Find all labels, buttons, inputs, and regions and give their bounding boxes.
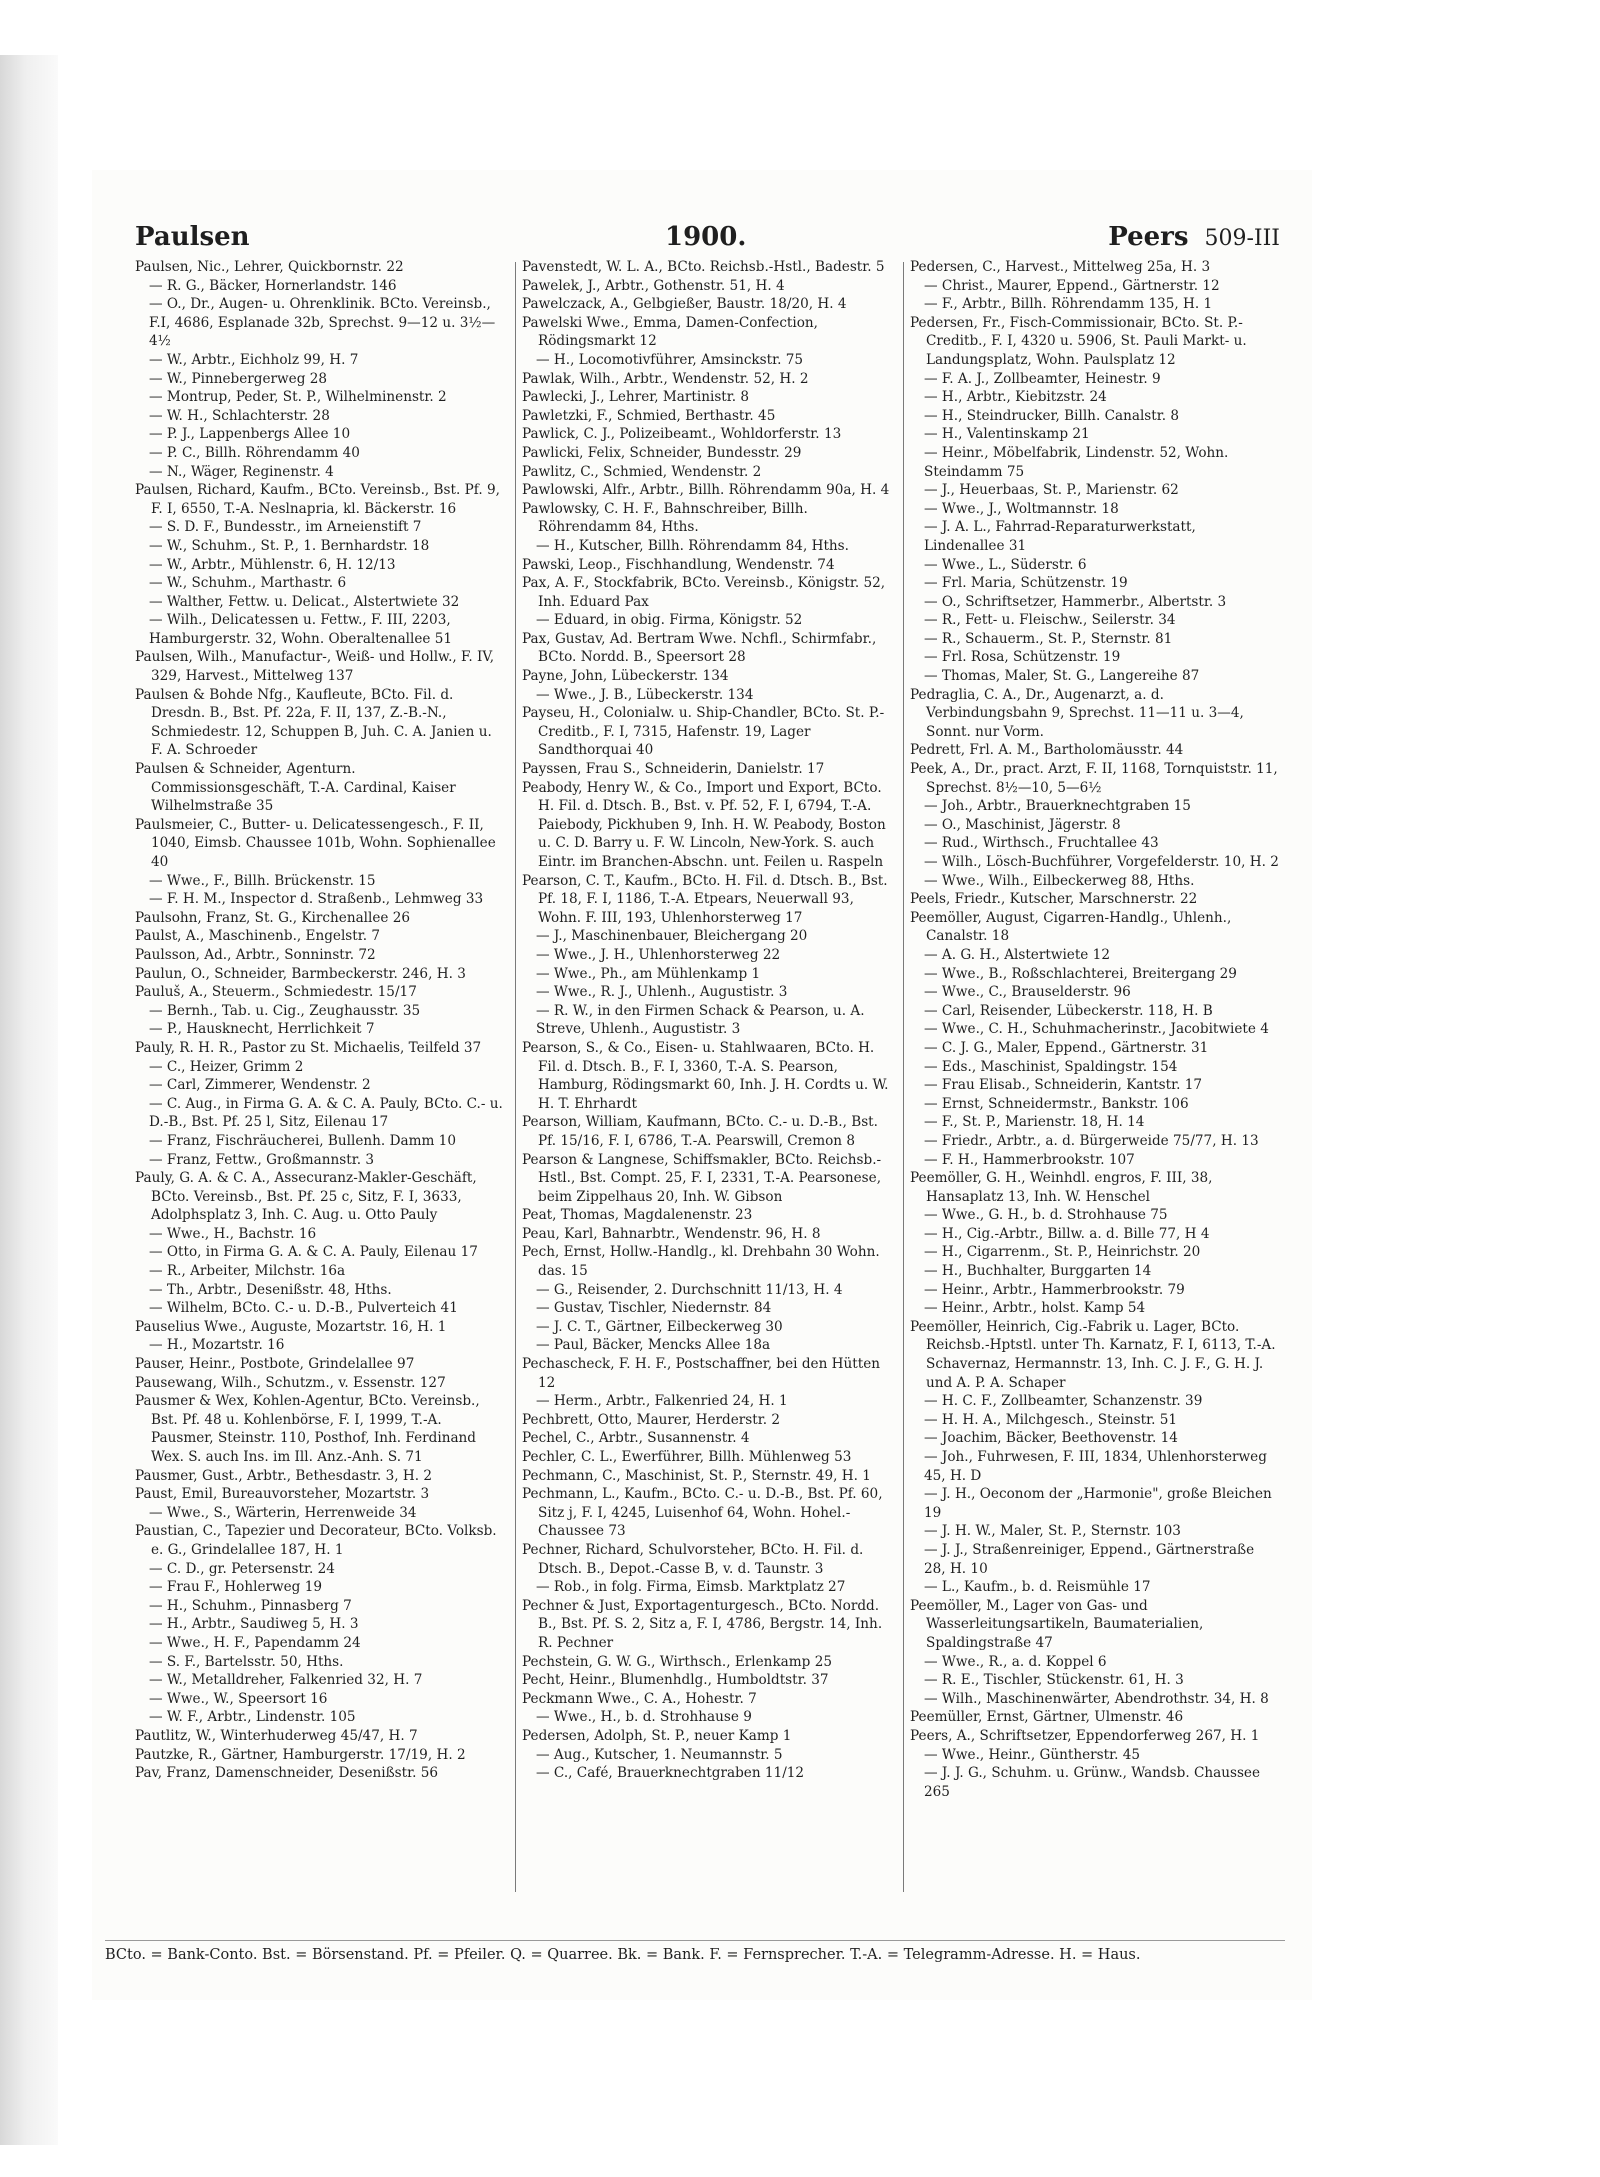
directory-entry: Pawlitz, C., Schmied, Wendenstr. 2 (522, 463, 762, 480)
directory-entry: — Wwe., B., Roßschlachterei, Breitergang 29 (924, 965, 1237, 982)
directory-entry: — W., Arbtr., Mühlenstr. 6, H. 12/13 (149, 556, 396, 573)
directory-entry: Pax, Gustav, Ad. Bertram Wwe. Nchfl., Schirmfabr., BCto. Nordd. B., Speersort 28 (522, 630, 877, 666)
directory-entry: — H., Locomotivführer, Amsinckstr. 75 (536, 351, 804, 368)
directory-entry: — Christ., Maurer, Eppend., Gärtnerstr. 12 (924, 277, 1220, 294)
header-right-word: Peers (1108, 222, 1189, 252)
directory-entry: Peels, Friedr., Kutscher, Marschnerstr. 22 (910, 891, 1198, 908)
directory-entry: Paustian, C., Tapezier und Decorateur, BCto. Volksb. e. G., Grindelallee 187, H. 1 (135, 1523, 497, 1558)
directory-entry: Pawlak, Wilh., Arbtr., Wendenstr. 52, H. 2 (522, 370, 809, 387)
directory-entry: Pearson, S., & Co., Eisen- u. Stahlwaaren, BCto. H. Fil. d. Dtsch. B., F. I, 3360, T.-A. S. Pearson, Hamburg, Rödingsmarkt 60, Inh. J. H. Cordts u. W. H. T. Ehrhardt (522, 1039, 889, 1112)
directory-entry: Paulsmeier, C., Butter- u. Delicatessengesch., F. II, 1040, Eimsb. Chaussee 101b, Wohn. Sophienallee 40 (135, 816, 496, 870)
directory-entry: — Frl. Rosa, Schützenstr. 19 (924, 649, 1121, 666)
directory-entry: — H., Arbtr., Kiebitzstr. 24 (924, 389, 1107, 406)
directory-entry: Pecht, Heinr., Blumenhdlg., Humboldtstr. 37 (522, 1672, 829, 1689)
directory-entry: — W., Schuhm., Marthastr. 6 (149, 575, 347, 592)
directory-entry: — W., Schuhm., St. P., 1. Bernhardstr. 18 (149, 537, 430, 554)
directory-entry: Paulsen & Schneider, Agenturn. Commissionsgeschäft, T.-A. Cardinal, Kaiser Wilhelmstraße 35 (135, 761, 456, 815)
directory-entry: — P., Hausknecht, Herrlichkeit 7 (149, 1021, 375, 1038)
directory-entry: — Ernst, Schneidermstr., Bankstr. 106 (924, 1095, 1189, 1112)
directory-entry: Paulsen, Wilh., Manufactur-, Weiß- und Hollw., F. IV, 329, Harvest., Mittelweg 137 (135, 649, 495, 685)
directory-entry: — Bernh., Tab. u. Cig., Zeughausstr. 35 (149, 1002, 421, 1019)
directory-column-3 (910, 258, 1280, 1898)
directory-entry: — R. W., in den Firmen Schack & Pearson, u. A. Streve, Uhlenh., Augustistr. 3 (536, 1002, 865, 1038)
directory-entry: — S. F., Bartelsstr. 50, Hths. (149, 1653, 344, 1670)
directory-entry: — J. J. G., Schuhm. u. Grünw., Wandsb. Chaussee 265 (924, 1765, 1261, 1800)
directory-entry: — H., Kutscher, Billh. Röhrendamm 84, Hths. (536, 537, 849, 554)
directory-entry: Pawlick, C. J., Polizeibeamt., Wohldorferstr. 13 (522, 426, 842, 443)
directory-entry: Pauluš, A., Steuerm., Schmiedestr. 15/17 (135, 984, 417, 1001)
directory-entry: Peau, Karl, Bahnarbtr., Wendenstr. 96, H. 8 (522, 1225, 821, 1242)
directory-entry: — H., Schuhm., Pinnasberg 7 (149, 1597, 352, 1614)
directory-column-1 (135, 258, 505, 1898)
directory-entry: Pawlowsky, C. H. F., Bahnschreiber, Billh. Röhrendamm 84, Hths. (522, 500, 808, 536)
directory-entry: — J. H. W., Maler, St. P., Sternstr. 103 (924, 1523, 1181, 1540)
directory-entry: Pechstein, G. W. G., Wirthsch., Erlenkamp 25 (522, 1653, 832, 1670)
directory-entry: — Wilhelm, BCto. C.- u. D.-B., Pulverteich 41 (149, 1300, 458, 1317)
header-year: 1900. (665, 222, 747, 252)
directory-entry: — C. J. G., Maler, Eppend., Gärtnerstr. 31 (924, 1039, 1209, 1056)
directory-entry: — Herm., Arbtr., Falkenried 24, H. 1 (536, 1393, 788, 1410)
directory-entry: Pechmann, C., Maschinist, St. P., Sternstr. 49, H. 1 (522, 1467, 871, 1484)
directory-entry: — Franz, Fettw., Großmannstr. 3 (149, 1151, 375, 1168)
directory-entry: Pedersen, C., Harvest., Mittelweg 25a, H. 3 (910, 259, 1211, 275)
directory-entry: — Wwe., C. H., Schuhmacherinstr., Jacobitwiete 4 (924, 1021, 1269, 1038)
directory-entry: — Wwe., R., a. d. Koppel 6 (924, 1653, 1107, 1670)
directory-entry: Paulsson, Ad., Arbtr., Sonninstr. 72 (135, 946, 376, 963)
directory-entry: — C., Café, Brauerknechtgraben 11/12 (536, 1765, 805, 1782)
column-rule (903, 262, 904, 1892)
abbreviation-legend: BCto. = Bank-Conto. Bst. = Börsenstand. Pf. = Pfeiler. Q. = Quarree. Bk. = Bank. F. = Fernsprecher. T.-A. = Telegramm-Adresse. H. = Haus. (105, 1940, 1285, 1963)
directory-entry: — C. Aug., in Firma G. A. & C. A. Pauly, BCto. C.- u. D.-B., Bst. Pf. 25 l, Sitz, Eilenau 17 (149, 1095, 503, 1131)
header-left-word: Paulsen (135, 222, 250, 252)
directory-entry: Pechner, Richard, Schulvorsteher, BCto. H. Fil. d. Dtsch. B., Depot.-Casse B, v. d. Taunstr. 3 (522, 1541, 864, 1577)
directory-entry: Pautlitz, W., Winterhuderweg 45/47, H. 7 (135, 1727, 418, 1744)
directory-entry: — C., Heizer, Grimm 2 (149, 1058, 304, 1075)
directory-entry: — Wwe., G. H., b. d. Strohhause 75 (924, 1207, 1168, 1224)
directory-entry: — Wwe., W., Speersort 16 (149, 1690, 328, 1707)
directory-entry: — H. H. A., Milchgesch., Steinstr. 51 (924, 1411, 1178, 1428)
directory-entry: — Wwe., Heinr., Güntherstr. 45 (924, 1746, 1141, 1763)
directory-entry: — F., Arbtr., Billh. Röhrendamm 135, H. 1 (924, 296, 1213, 313)
directory-entry: — Joh., Fuhrwesen, F. III, 1834, Uhlenhorsterweg 45, H. D (924, 1449, 1267, 1484)
directory-entry: — Th., Arbtr., Desenißstr. 48, Hths. (149, 1281, 392, 1298)
directory-entry: — Montrup, Peder, St. P., Wilhelminenstr. 2 (149, 389, 447, 406)
directory-entry: Peemöller, M., Lager von Gas- und Wasserleitungsartikeln, Baumaterialien, Spaldingstraße 47 (910, 1597, 1204, 1651)
directory-entry: — W., Metalldreher, Falkenried 32, H. 7 (149, 1672, 423, 1689)
directory-entry: Payne, John, Lübeckerstr. 134 (522, 668, 729, 685)
directory-entry: — Friedr., Arbtr., a. d. Bürgerweide 75/77, H. 13 (924, 1132, 1259, 1149)
directory-entry: Pausmer & Wex, Kohlen-Agentur, BCto. Vereinsb., Bst. Pf. 48 u. Kohlenbörse, F. I, 1999, T.-A. Pausmer, Steinstr. 110, Posthof, Inh. Ferdinand Wex. S. auch Ins. im Ill. Anz.-Anh. S. 71 (135, 1393, 480, 1465)
directory-entry: — J. J., Straßenreiniger, Eppend., Gärtnerstraße 28, H. 10 (924, 1541, 1255, 1577)
directory-entry: Peers, A., Schriftsetzer, Eppendorferweg 267, H. 1 (910, 1727, 1260, 1744)
directory-entry: — H., Buchhalter, Burggarten 14 (924, 1263, 1152, 1280)
directory-entry: Peemöller, August, Cigarren-Handlg., Uhlenh., Canalstr. 18 (910, 909, 1232, 945)
directory-entry: — Wilh., Delicatessen u. Fettw., F. III, 2203, Hamburgerstr. 32, Wohn. Oberaltenallee 51 (149, 612, 453, 647)
directory-entry: — Frau Elisab., Schneiderin, Kantstr. 17 (924, 1077, 1203, 1094)
directory-entry: Peemöller, G. H., Weinhdl. engros, F. III, 38, Hansaplatz 13, Inh. W. Henschel (910, 1170, 1213, 1205)
directory-entry: Paulsohn, Franz, St. G., Kirchenallee 26 (135, 909, 411, 926)
directory-entry: Payseu, H., Colonialw. u. Ship-Chandler, BCto. St. P.-Creditb., F. I, 7315, Hafenstr. 19, Lager Sandthorquai 40 (522, 705, 885, 759)
directory-entry: — J., Heuerbaas, St. P., Marienstr. 62 (924, 482, 1179, 499)
directory-column-2 (522, 258, 892, 1898)
directory-entry: — Wwe., H., Bachstr. 16 (149, 1225, 317, 1242)
page-number: 509-III (1204, 226, 1280, 251)
directory-entry: Pawlicki, Felix, Schneider, Bundesstr. 29 (522, 444, 802, 461)
directory-entry: — Wilh., Maschinenwärter, Abendrothstr. 34, H. 8 (924, 1690, 1269, 1707)
directory-entry: Paulsen & Bohde Nfg., Kaufleute, BCto. Fil. d. Dresdn. B., Bst. Pf. 22a, F. II, 137, Z.-B.-N., Schmiedestr. 12, Schuppen B, Juh. C. A. Janien u. F. A. Schroeder (135, 686, 492, 759)
directory-entry: — Carl, Reisender, Lübeckerstr. 118, H. B (924, 1002, 1213, 1019)
column-rule (515, 262, 516, 1892)
directory-entry: — H., Cigarrenm., St. P., Heinrichstr. 20 (924, 1244, 1201, 1261)
directory-entry: — P. J., Lappenbergs Allee 10 (149, 426, 351, 443)
directory-entry: — Eduard, in obig. Firma, Königstr. 52 (536, 612, 803, 629)
directory-entry: — Paul, Bäcker, Mencks Allee 18a (536, 1337, 771, 1354)
directory-entry: — H., Valentinskamp 21 (924, 426, 1090, 443)
directory-entry: Pavenstedt, W. L. A., BCto. Reichsb.-Hstl., Badestr. 5 (522, 259, 885, 275)
directory-entry: Pawelski Wwe., Emma, Damen-Confection, Rödingsmarkt 12 (522, 314, 819, 350)
directory-entry: Pauly, R. H. R., Pastor zu St. Michaelis, Teilfeld 37 (135, 1039, 482, 1056)
directory-entry: Pearson & Langnese, Schiffsmakler, BCto. Reichsb.-Hstl., Bst. Compt. 25, F. I, 2331, T.-A. Pearsonese, beim Zippelhaus 20, Inh. W. Gibson (522, 1151, 882, 1205)
directory-entry: Pedraglia, C. A., Dr., Augenarzt, a. d. Verbindungsbahn 9, Sprechst. 11—11 u. 3—4, Sonnt. nur Vorm. (910, 686, 1244, 740)
directory-entry: Pawlecki, J., Lehrer, Martinistr. 8 (522, 389, 750, 406)
directory-entry: — F. A. J., Zollbeamter, Heinestr. 9 (924, 370, 1161, 387)
directory-entry: — R. E., Tischler, Stückenstr. 61, H. 3 (924, 1672, 1184, 1689)
directory-entry: — C. D., gr. Petersenstr. 24 (149, 1560, 335, 1577)
directory-entry: — H. C. F., Zollbeamter, Schanzenstr. 39 (924, 1393, 1203, 1410)
directory-entry: Peek, A., Dr., pract. Arzt, F. II, 1168, Tornquiststr. 11, Sprechst. 8½—10, 5—6½ (910, 761, 1278, 796)
directory-entry: — H., Mozartstr. 16 (149, 1337, 285, 1354)
directory-entry: — F., St. P., Marienstr. 18, H. 14 (924, 1114, 1145, 1131)
directory-entry: Payssen, Frau S., Schneiderin, Danielstr. 17 (522, 761, 825, 778)
directory-entry: Pechner & Just, Exportagenturgesch., BCto. Nordd. B., Bst. Pf. S. 2, Sitz a, F. I, 4786, Bergstr. 14, Inh. R. Pechner (522, 1597, 883, 1651)
header-right (1108, 222, 1280, 252)
directory-entry: Pausmer, Gust., Arbtr., Bethesdastr. 3, H. 2 (135, 1467, 433, 1484)
directory-entry: — Heinr., Arbtr., holst. Kamp 54 (924, 1300, 1146, 1317)
directory-entry: Pechel, C., Arbtr., Susannenstr. 4 (522, 1430, 750, 1447)
directory-entry: — Wwe., J. H., Uhlenhorsterweg 22 (536, 946, 781, 963)
directory-entry: Pechascheck, F. H. F., Postschaffner, bei den Hütten 12 (522, 1356, 881, 1391)
directory-entry: — J. A. L., Fahrrad-Reparaturwerkstatt, Lindenallee 31 (924, 519, 1196, 554)
directory-entry: — R., Schauerm., St. P., Sternstr. 81 (924, 630, 1173, 647)
directory-entry: Pedersen, Fr., Fisch-Commissionair, BCto. St. P.-Creditb., F. I, 4320 u. 5906, St. Pauli Markt- u. Landungsplatz, Wohn. Paulsplatz 12 (910, 314, 1247, 368)
directory-entry: Pauselius Wwe., Auguste, Mozartstr. 16, H. 1 (135, 1318, 447, 1335)
directory-entry: — Wwe., S., Wärterin, Herrenweide 34 (149, 1504, 417, 1521)
directory-entry: — Wwe., H., b. d. Strohhause 9 (536, 1709, 752, 1726)
directory-entry: Paulsen, Nic., Lehrer, Quickbornstr. 22 (135, 259, 404, 275)
directory-entry: — Rud., Wirthsch., Fruchtallee 43 (924, 835, 1159, 852)
directory-entry: — W. F., Arbtr., Lindenstr. 105 (149, 1709, 356, 1726)
directory-entry: Pechler, C. L., Ewerführer, Billh. Mühlenweg 53 (522, 1449, 852, 1465)
directory-entry: — Frl. Maria, Schützenstr. 19 (924, 575, 1128, 592)
directory-entry: — W., Pinnebergerweg 28 (149, 370, 328, 387)
directory-entry: — Wwe., J. B., Lübeckerstr. 134 (536, 686, 754, 703)
directory-entry: — Thomas, Maler, St. G., Langereihe 87 (924, 668, 1200, 685)
directory-entry: — Eds., Maschinist, Spaldingstr. 154 (924, 1058, 1178, 1075)
directory-entry: Peemöller, Heinrich, Cig.-Fabrik u. Lager, BCto. Reichsb.-Hptstl. unter Th. Karnatz, F. I, 6113, T.-A. Schavernaz, Hermannstr. 13, Inh. C. J. F., G. H. J. und A. P. A. Schaper (910, 1318, 1276, 1391)
directory-entry: Paulst, A., Maschinenb., Engelstr. 7 (135, 928, 381, 945)
directory-entry: — O., Dr., Augen- u. Ohrenklinik. BCto. Vereinsb., F.I, 4686, Esplanade 32b, Sprechst. 9—12 u. 3½—4½ (149, 296, 496, 350)
directory-entry: Pech, Ernst, Hollw.-Handlg., kl. Drehbahn 30 Wohn. das. 15 (522, 1244, 880, 1280)
directory-entry: Pawletzki, F., Schmied, Berthastr. 45 (522, 407, 776, 424)
directory-entry: Paust, Emil, Bureauvorsteher, Mozartstr. 3 (135, 1486, 430, 1503)
directory-entry: Pedrett, Frl. A. M., Bartholomäusstr. 44 (910, 742, 1184, 759)
directory-entry: — Carl, Zimmerer, Wendenstr. 2 (149, 1077, 371, 1094)
directory-entry: — Gustav, Tischler, Niedernstr. 84 (536, 1300, 772, 1317)
directory-entry: Peemüller, Ernst, Gärtner, Ulmenstr. 46 (910, 1709, 1184, 1726)
directory-entry: — Wwe., F., Billh. Brückenstr. 15 (149, 872, 376, 889)
directory-entry: Pautzke, R., Gärtner, Hamburgerstr. 17/19, H. 2 (135, 1746, 466, 1763)
directory-entry: — Franz, Fischräucherei, Bullenh. Damm 10 (149, 1132, 456, 1149)
directory-entry: — Heinr., Arbtr., Hammerbrookstr. 79 (924, 1281, 1185, 1298)
directory-entry: Pawelczack, A., Gelbgießer, Baustr. 18/20, H. 4 (522, 296, 847, 313)
directory-entry: — A. G. H., Alstertwiete 12 (924, 946, 1110, 963)
directory-entry: — W. H., Schlachterstr. 28 (149, 407, 330, 424)
directory-entry: — H., Steindrucker, Billh. Canalstr. 8 (924, 407, 1180, 424)
directory-entry: — Joh., Arbtr., Brauerknechtgraben 15 (924, 798, 1191, 815)
directory-entry: — Walther, Fettw. u. Delicat., Alstertwiete 32 (149, 593, 460, 610)
directory-entry: — J. C. T., Gärtner, Eilbeckerweg 30 (536, 1318, 783, 1335)
directory-entry: Pawlowski, Alfr., Arbtr., Billh. Röhrendamm 90a, H. 4 (522, 482, 890, 499)
directory-entry: Peat, Thomas, Magdalenenstr. 23 (522, 1207, 753, 1224)
directory-entry: — Wwe., L., Süderstr. 6 (924, 556, 1087, 573)
directory-entry: — R. G., Bäcker, Hornerlandstr. 146 (149, 277, 397, 294)
directory-entry: — J., Maschinenbauer, Bleichergang 20 (536, 928, 808, 945)
directory-entry: — Wilh., Lösch-Buchführer, Vorgefelderstr. 10, H. 2 (924, 854, 1279, 870)
directory-entry: — Wwe., R. J., Uhlenh., Augustistr. 3 (536, 984, 788, 1001)
directory-entry: Pausewang, Wilh., Schutzm., v. Essenstr. 127 (135, 1374, 446, 1391)
directory-entry: Pearson, C. T., Kaufm., BCto. H. Fil. d. Dtsch. B., Bst. Pf. 18, F. I, 1186, T.-A. Etpears, Neuerwall 93, Wohn. F. III, 193, Uhlenhorsterweg 17 (522, 872, 888, 926)
directory-entry: — Wwe., C., Brauselderstr. 96 (924, 984, 1131, 1001)
directory-entry: — O., Maschinist, Jägerstr. 8 (924, 816, 1121, 833)
directory-entry: Paulun, O., Schneider, Barmbeckerstr. 246, H. 3 (135, 965, 466, 982)
directory-entry: — P. C., Billh. Röhrendamm 40 (149, 444, 360, 461)
directory-entry: Pax, A. F., Stockfabrik, BCto. Vereinsb., Königstr. 52, Inh. Eduard Pax (522, 575, 886, 610)
directory-entry: Paulsen, Richard, Kaufm., BCto. Vereinsb., Bst. Pf. 9, F. I, 6550, T.-A. Neslnapria, kl. Bäckerstr. 16 (135, 482, 500, 517)
directory-entry: — S. D. F., Bundesstr., im Arneienstift 7 (149, 519, 422, 536)
directory-entry: Pauser, Heinr., Postbote, Grindelallee 97 (135, 1356, 415, 1373)
directory-entry: — L., Kaufm., b. d. Reismühle 17 (924, 1579, 1151, 1596)
directory-entry: — F. H., Hammerbrookstr. 107 (924, 1151, 1135, 1168)
directory-entry: — Wwe., J., Woltmannstr. 18 (924, 500, 1119, 517)
directory-entry: — F. H. M., Inspector d. Straßenb., Lehmweg 33 (149, 891, 484, 908)
directory-entry: Pawelek, J., Arbtr., Gothenstr. 51, H. 4 (522, 277, 785, 294)
directory-entry: Pav, Franz, Damenschneider, Desenißstr. 56 (135, 1765, 439, 1782)
directory-entry: — H., Cig.-Arbtr., Billw. a. d. Bille 77, H 4 (924, 1225, 1210, 1242)
directory-entry: — Joachim, Bäcker, Beethovenstr. 14 (924, 1430, 1178, 1447)
directory-entry: — W., Arbtr., Eichholz 99, H. 7 (149, 351, 359, 368)
directory-entry: — R., Fett- u. Fleischw., Seilerstr. 34 (924, 612, 1176, 629)
directory-entry: — Aug., Kutscher, 1. Neumannstr. 5 (536, 1746, 783, 1763)
directory-entry: Pawski, Leop., Fischhandlung, Wendenstr. 74 (522, 556, 835, 573)
directory-entry: — H., Arbtr., Saudiweg 5, H. 3 (149, 1616, 359, 1633)
directory-entry: Pedersen, Adolph, St. P., neuer Kamp 1 (522, 1727, 792, 1744)
directory-entry: — R., Arbeiter, Milchstr. 16a (149, 1263, 346, 1280)
directory-entry: Peckmann Wwe., C. A., Hohestr. 7 (522, 1690, 757, 1707)
directory-entry: Peabody, Henry W., & Co., Import und Export, BCto. H. Fil. d. Dtsch. B., Bst. v. Pf. 52, F. I, 6794, T.-A. Paiebody, Pickhuben 9, Inh. H. W. Peabody, Boston u. C. D. Barry u. F. W. Lincoln, New-York. S. auch Eintr. im Branchen-Abschn. unt. Feilen u. Raspeln (522, 779, 886, 870)
directory-entry: — J. H., Oeconom der „Harmonie", große Bleichen 19 (924, 1486, 1272, 1521)
page-header (135, 222, 1280, 262)
directory-entry: Pechbrett, Otto, Maurer, Herderstr. 2 (522, 1411, 781, 1428)
directory-entry: — Wwe., H. F., Papendamm 24 (149, 1634, 361, 1651)
directory-entry: — Heinr., Möbelfabrik, Lindenstr. 52, Wohn. Steindamm 75 (924, 444, 1229, 480)
directory-entry: — Otto, in Firma G. A. & C. A. Pauly, Eilenau 17 (149, 1244, 478, 1261)
directory-entry: — G., Reisender, 2. Durchschnitt 11/13, H. 4 (536, 1281, 843, 1298)
directory-entry: — Rob., in folg. Firma, Eimsb. Marktplatz 27 (536, 1579, 846, 1596)
directory-entry: — N., Wäger, Reginenstr. 4 (149, 463, 334, 480)
directory-entry: Pechmann, L., Kaufm., BCto. C.- u. D.-B., Bst. Pf. 60, Sitz j, F. I, 4245, Luisenhof 64, Wohn. Hohel.-Chaussee 73 (522, 1486, 883, 1540)
directory-entry: — Wwe., Wilh., Eilbeckerweg 88, Hths. (924, 872, 1195, 889)
directory-entry: — Wwe., Ph., am Mühlenkamp 1 (536, 965, 761, 982)
directory-entry: Pauly, G. A. & C. A., Assecuranz-Makler-Geschäft, BCto. Vereinsb., Bst. Pf. 25 c, Sitz, F. I, 3633, Adolphsplatz 3, Inh. C. Aug. u. Otto Pauly (135, 1170, 477, 1224)
directory-entry: — Frau F., Hohlerweg 19 (149, 1579, 322, 1596)
book-binding-shadow (0, 55, 58, 2145)
directory-entry: — O., Schriftsetzer, Hammerbr., Albertstr. 3 (924, 593, 1227, 610)
directory-entry: Pearson, William, Kaufmann, BCto. C.- u. D.-B., Bst. Pf. 15/16, F. I, 6786, T.-A. Pearswill, Cremon 8 (522, 1114, 878, 1149)
